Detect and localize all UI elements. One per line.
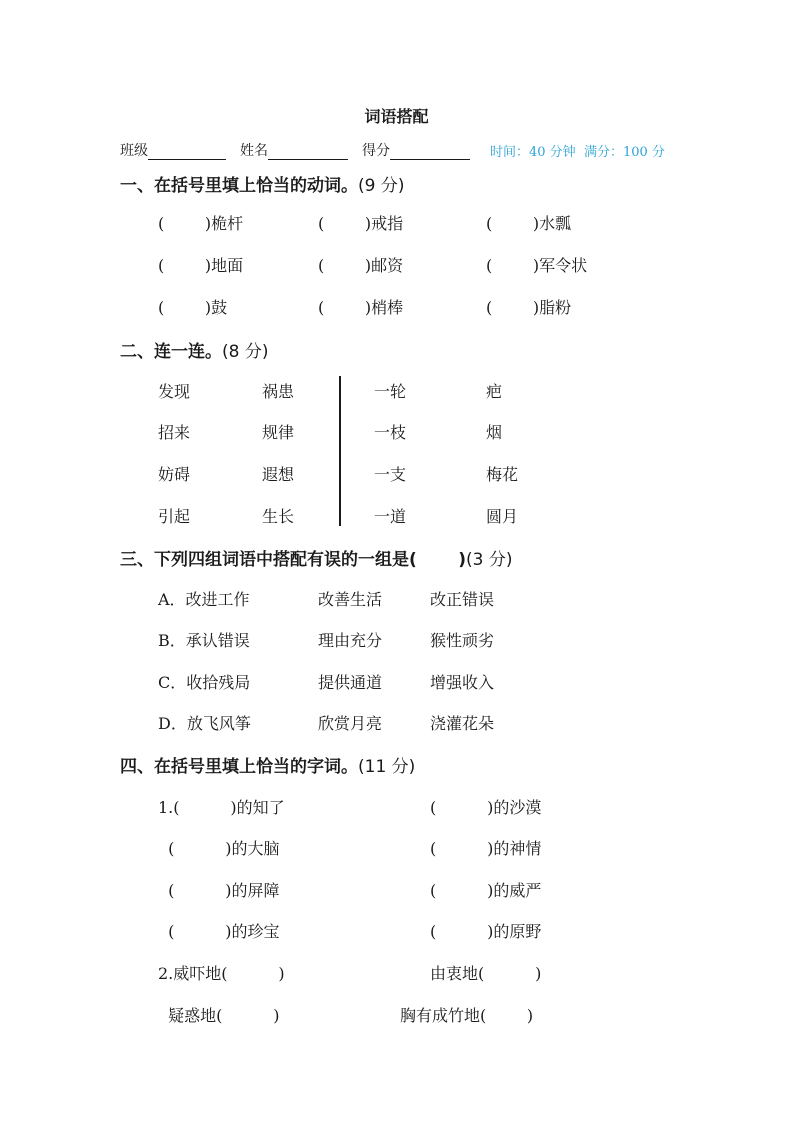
match-word[interactable]: 祸患 <box>262 382 295 401</box>
name-blank[interactable] <box>268 144 348 160</box>
match-word[interactable]: 生长 <box>262 507 295 526</box>
fill-blank-item[interactable]: 由衷地( ) <box>430 964 542 983</box>
fill-blank-item[interactable]: ( )鼓 <box>158 298 228 317</box>
fill-blank-item[interactable]: ( )的屏障 <box>158 881 280 900</box>
fill-blank-item[interactable]: 2.威吓地( ) <box>158 964 285 983</box>
fill-blank-item[interactable]: ( )的大脑 <box>158 839 280 858</box>
fill-blank-item[interactable]: 胸有成竹地( ) <box>400 1006 534 1025</box>
match-word[interactable]: 圆月 <box>486 507 519 526</box>
section1-heading <box>120 171 404 196</box>
name-label: 姓名 <box>240 143 268 159</box>
fill-blank-item[interactable]: ( )的沙漠 <box>430 798 542 817</box>
section2-title: 二、连一连。 <box>120 342 222 362</box>
fill-blank-item[interactable]: ( )梢棒 <box>318 298 404 317</box>
fill-blank-item[interactable]: 1.( )的知了 <box>158 798 285 817</box>
option-word: 改正错误 <box>430 590 495 609</box>
fill-blank-item[interactable]: ( )水瓢 <box>486 214 572 233</box>
class-blank[interactable] <box>148 144 226 160</box>
section2-score: (8 分) <box>222 342 269 362</box>
option-word: 理由充分 <box>318 631 383 650</box>
match-word[interactable]: 遐想 <box>262 465 295 484</box>
fill-blank-item[interactable]: ( )脂粉 <box>486 298 572 317</box>
fill-blank-item[interactable]: ( )的原野 <box>430 922 542 941</box>
section3-score: (3 分) <box>465 550 513 570</box>
match-word[interactable]: 妨碍 <box>158 465 191 484</box>
section1-score: (9 分) <box>358 176 405 196</box>
time-score-info: 时间：40 分钟 满分：100 分 <box>490 145 665 160</box>
option-word: 增强收入 <box>430 673 495 692</box>
page-title: 词语搭配 <box>364 107 429 126</box>
match-word[interactable]: 梅花 <box>486 465 519 484</box>
score-blank[interactable] <box>390 144 470 160</box>
section1-title: 一、在括号里填上恰当的动词。 <box>120 176 358 196</box>
option-word: 猴性顽劣 <box>430 631 495 650</box>
option-word: 改善生活 <box>318 590 383 609</box>
section3-heading <box>120 545 512 570</box>
section4-score: (11 分) <box>358 757 416 777</box>
match-word[interactable]: 烟 <box>486 423 503 442</box>
match-word[interactable]: 疤 <box>486 382 503 401</box>
section2-heading <box>120 337 268 362</box>
option-word: 浇灌花朵 <box>430 714 495 733</box>
match-word[interactable]: 规律 <box>262 423 295 442</box>
name-field[interactable] <box>240 140 348 160</box>
fill-blank-item[interactable]: ( )的珍宝 <box>158 922 280 941</box>
match-word[interactable]: 引起 <box>158 507 191 526</box>
fill-blank-item[interactable]: ( )邮资 <box>318 256 404 275</box>
option-d[interactable]: D．放飞风筝 <box>158 714 251 733</box>
column-divider <box>339 376 341 526</box>
match-word[interactable]: 招来 <box>158 423 191 442</box>
option-a[interactable]: A．改进工作 <box>158 590 250 609</box>
fill-blank-item[interactable]: 疑惑地( ) <box>158 1006 280 1025</box>
match-word[interactable]: 发现 <box>158 382 191 401</box>
score-label: 得分 <box>362 143 390 159</box>
option-word: 提供通道 <box>318 673 383 692</box>
fill-blank-item[interactable]: ( )的威严 <box>430 881 542 900</box>
match-word[interactable]: 一支 <box>374 465 407 484</box>
score-field[interactable] <box>362 140 470 160</box>
class-label: 班级 <box>120 143 148 159</box>
section3-title: 三、下列四组词语中搭配有误的一组是( ) <box>120 550 466 570</box>
fill-blank-item[interactable]: ( )戒指 <box>318 214 404 233</box>
class-field[interactable] <box>120 140 226 160</box>
fill-blank-item[interactable]: ( )桅杆 <box>158 214 244 233</box>
section4-heading <box>120 752 415 777</box>
option-word: 欣赏月亮 <box>318 714 383 733</box>
fill-blank-item[interactable]: ( )军令状 <box>486 256 588 275</box>
match-word[interactable]: 一轮 <box>374 382 407 401</box>
fill-blank-item[interactable]: ( )的神情 <box>430 839 542 858</box>
section4-title: 四、在括号里填上恰当的字词。 <box>120 757 358 777</box>
option-b[interactable]: B．承认错误 <box>158 631 250 650</box>
match-word[interactable]: 一枝 <box>374 423 407 442</box>
fill-blank-item[interactable]: ( )地面 <box>158 256 244 275</box>
match-word[interactable]: 一道 <box>374 507 407 526</box>
option-c[interactable]: C．收拾残局 <box>158 673 251 692</box>
